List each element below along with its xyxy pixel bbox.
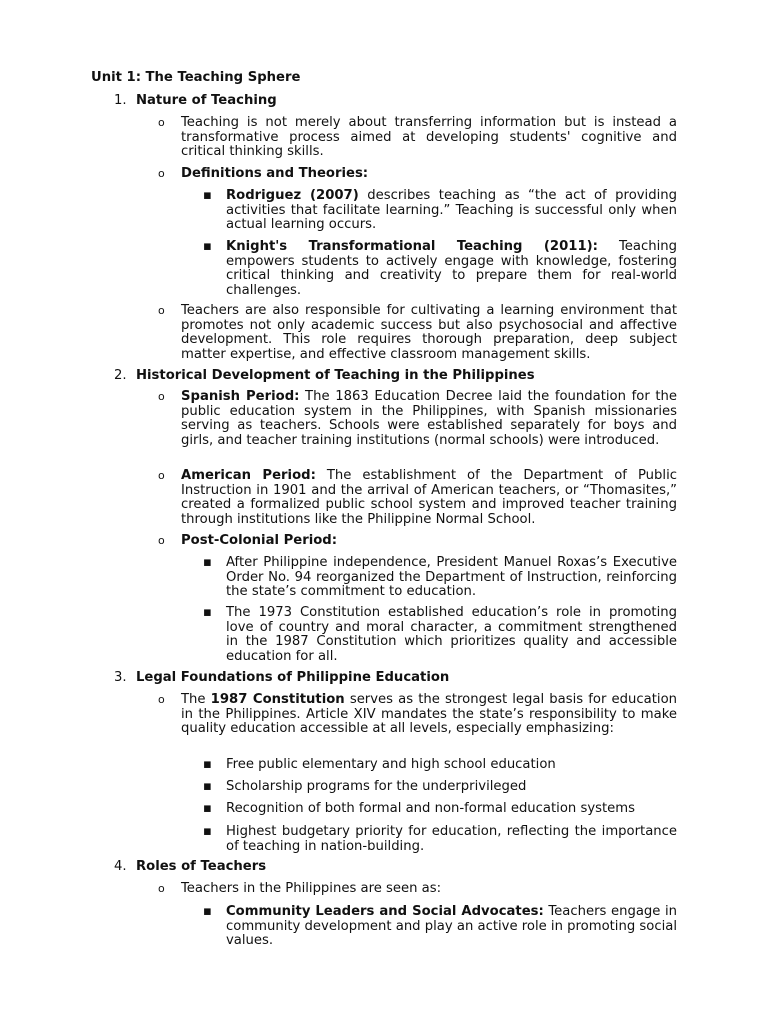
section-title: Nature of Teaching	[136, 93, 277, 108]
paragraph: The 1973 Constitution established education’s role in promoting love of country and moral character, a commitment strengthened in the 1987 Constitution which prioritizes quality and accessible education for all.	[226, 605, 677, 664]
square-bullet-icon: ▪	[203, 239, 212, 254]
circle-bullet-icon: o	[158, 116, 165, 129]
paragraph: Teachers are also responsible for cultivating a learning environment that promotes not only academic success but also psychosocial and affective development. This role requires thorough preparation, deep subject matter expertise, and effective classroom management skills.	[181, 303, 677, 362]
circle-bullet-icon: o	[158, 693, 165, 706]
paragraph: After Philippine independence, President Manuel Roxas’s Executive Order No. 94 reorganized the Department of Instruction, reinforcing the state’s commitment to education.	[226, 555, 677, 599]
circle-bullet-icon: o	[158, 882, 165, 895]
paragraph: Rodriguez (2007) describes teaching as “the act of providing activities that facilitate learning.” Teaching is successful only when actual learning occurs.	[226, 188, 677, 232]
paragraph: Teaching is not merely about transferring information but is instead a transformative process aimed at developing students' cognitive and critical thinking skills.	[181, 115, 677, 159]
square-bullet-icon: ▪	[203, 605, 212, 620]
square-bullet-icon: ▪	[203, 555, 212, 570]
section-number: 1.	[114, 93, 127, 108]
unit-title: Unit 1: The Teaching Sphere	[91, 70, 301, 85]
section-number: 3.	[114, 670, 127, 685]
square-bullet-icon: ▪	[203, 188, 212, 203]
paragraph: The 1987 Constitution serves as the strongest legal basis for education in the Philippines. Article XIV mandates the state’s responsibility to make quality education accessible at all levels, especially emphasizing:	[181, 692, 677, 736]
circle-bullet-icon: o	[158, 469, 165, 482]
circle-bullet-icon: o	[158, 390, 165, 403]
list-item: Highest budgetary priority for education, reflecting the importance of teaching in nation-building.	[226, 824, 677, 854]
paragraph: American Period: The establishment of the Department of Public Instruction in 1901 and the arrival of American teachers, or “Thomasites,” created a formalized public school system and improved teacher training through institutions like the Philippine Normal School.	[181, 468, 677, 527]
circle-bullet-icon: o	[158, 304, 165, 317]
square-bullet-icon: ▪	[203, 824, 212, 839]
paragraph: Spanish Period: The 1863 Education Decree laid the foundation for the public education system in the Philippines, with Spanish missionaries serving as teachers. Schools were established separately for boys and girls, and teacher training institutions (normal schools) were introduced.	[181, 389, 678, 448]
section-number: 2.	[114, 368, 127, 383]
subheading: Post-Colonial Period:	[181, 533, 337, 548]
circle-bullet-icon: o	[158, 167, 165, 180]
list-item: Free public elementary and high school education	[226, 757, 556, 772]
paragraph: Teachers in the Philippines are seen as:	[181, 881, 442, 896]
paragraph: Community Leaders and Social Advocates: Teachers engage in community development and play an active role in promoting social values.	[226, 904, 677, 948]
section-number: 4.	[114, 859, 127, 874]
section-title: Legal Foundations of Philippine Education	[136, 670, 450, 685]
circle-bullet-icon: o	[158, 534, 165, 547]
square-bullet-icon: ▪	[203, 904, 212, 919]
square-bullet-icon: ▪	[203, 757, 212, 772]
square-bullet-icon: ▪	[203, 801, 212, 816]
list-item: Scholarship programs for the underprivileged	[226, 779, 527, 794]
paragraph: Knight's Transformational Teaching (2011): Teaching empowers students to actively engage with knowledge, fostering critical thinking and creativity to prepare them for real-world challenges.	[226, 239, 677, 298]
subheading: Definitions and Theories:	[181, 166, 369, 181]
list-item: Recognition of both formal and non-formal education systems	[226, 801, 635, 816]
square-bullet-icon: ▪	[203, 779, 212, 794]
section-title: Roles of Teachers	[136, 859, 267, 874]
section-title: Historical Development of Teaching in the Philippines	[136, 368, 535, 383]
